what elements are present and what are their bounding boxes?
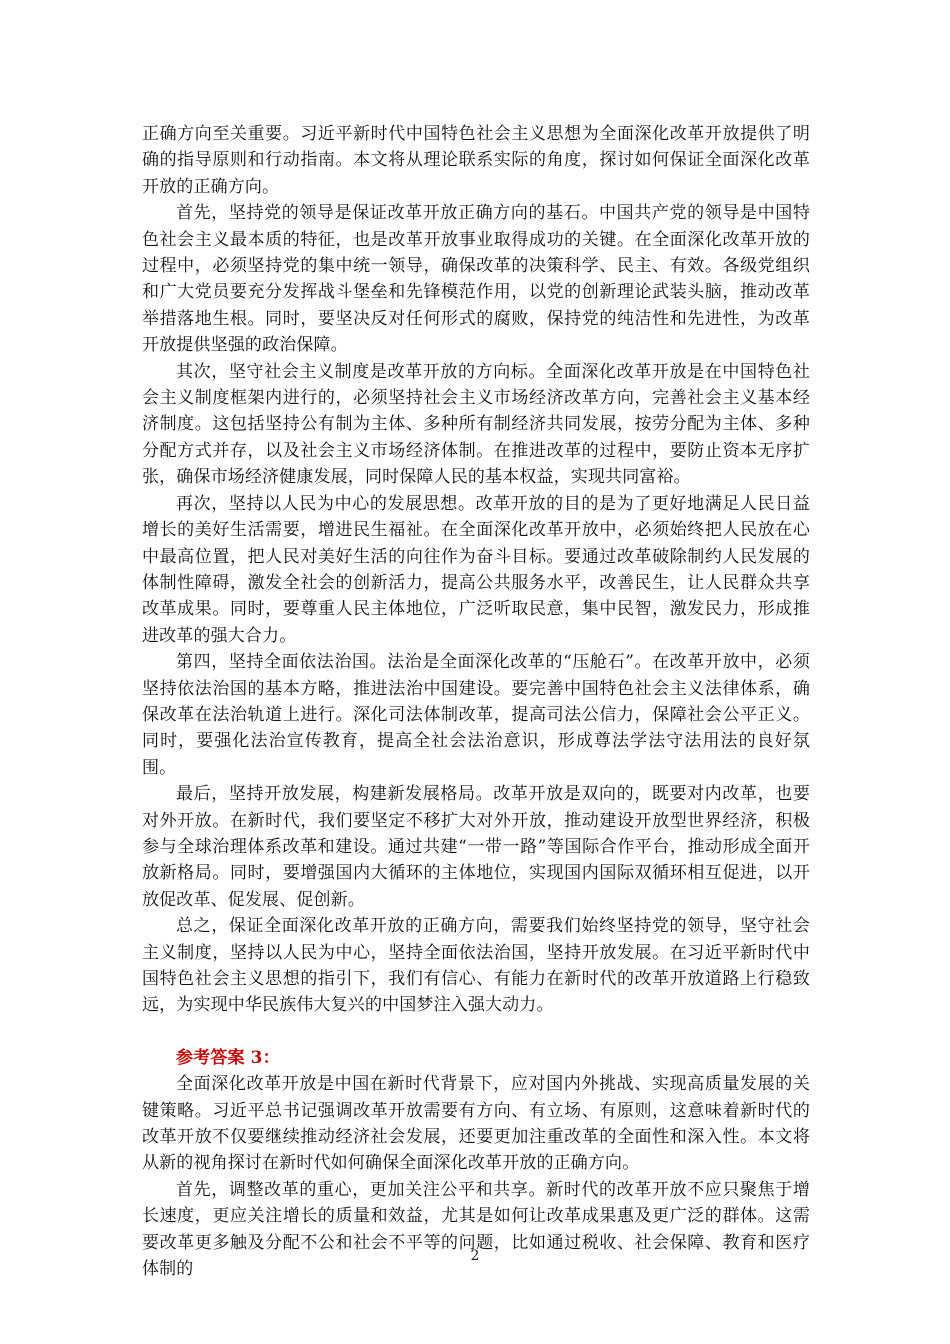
paragraph-conclusion: 总之，保证全面深化改革开放的正确方向，需要我们始终坚持党的领导，坚守社会主义制度，坚持以人民为中心，坚持全面依法治国，坚持开放发展。在习近平新时代中国特色社会主义思想的指引下，我们有信心、有能力在新时代的改革开放道路上行稳致远，为实现中华民族伟大复兴的中国梦注入强大动力。: [142, 916, 810, 1016]
answer-heading: 参考答案 3：: [176, 1047, 280, 1068]
paragraph-fourth-point: 第四，坚持全面依法治国。法治是全面深化改革的“压舱石”。在改革开放中，必须坚持依法治国的基本方略，推进法治中国建设。要完善中国特色社会主义法律体系，确保改革在法治轨道上进行。深化司法体制改革，提高司法公信力，保障社会公平正义。同时，要强化法治宣传教育，提高全社会法治意识，形成尊法学法守法用法的良好氛围。: [142, 652, 810, 778]
paragraph-third-point: 再次，坚持以人民为中心的发展思想。改革开放的目的是为了更好地满足人民日益增长的美好生活需要，增进民生福祉。在全面深化改革开放中，必须始终把人民放在心中最高位置，把人民对美好生活的向往作为奋斗目标。要通过改革破除制约人民发展的体制性障碍，激发全社会的创新活力，提高公共服务水平，改善民生，让人民群众共享改革成果。同时，要尊重人民主体地位，广泛听取民意，集中民智，激发民力，形成推进改革的强大合力。: [142, 493, 810, 646]
paragraph-intro: 正确方向至关重要。习近平新时代中国特色社会主义思想为全面深化改革开放提供了明确的指导原则和行动指南。本文将从理论联系实际的角度，探讨如何保证全面深化改革开放的正确方向。: [142, 124, 810, 197]
paragraph-second-point: 其次，坚守社会主义制度是改革开放的方向标。全面深化改革开放是在中国特色社会主义制度框架内进行的，必须坚持社会主义市场经济改革方向，完善社会主义基本经济制度。这包括坚持公有制为主体、多种所有制经济共同发展，按劳分配为主体、多种分配方式并存，以及社会主义市场经济体制。在推进改革的过程中，要防止资本无序扩张，确保市场经济健康发展，同时保障人民的基本权益，实现共同富裕。: [142, 361, 810, 488]
page-number: 2: [470, 1248, 480, 1264]
paragraph-last-point: 最后，坚持开放发展，构建新发展格局。改革开放是双向的，既要对内改革，也要对外开放。在新时代，我们要坚定不移扩大对外开放，推动建设开放型世界经济，积极参与全球治理体系改革和建设。通过共建“一带一路”等国际合作平台，推动形成全面开放新格局。同时，要增强国内大循环的主体地位，实现国内国际双循环相互促进，以开放促改革、促发展、促创新。: [142, 784, 810, 910]
answer-paragraph-first-point: 首先，调整改革的重心，更加关注公平和共享。新时代的改革开放不应只聚焦于增长速度，更应关注增长的质量和效益，尤其是如何让改革成果惠及更广泛的群体。这需要改革更多触及分配不公和社会不平等的问题，比如通过税收、社会保障、教育和医疗体制的: [142, 1179, 810, 1280]
document-body: [142, 121, 810, 1282]
answer-paragraph-intro: 全面深化改革开放是中国在新时代背景下，应对国内外挑战、实现高质量发展的关键策略。习近平总书记强调改革开放需要有方向、有立场、有原则，这意味着新时代的改革开放不仅要继续推动经济社会发展，还要更加注重改革的全面性和深入性。本文将从新的视角探讨在新时代如何确保全面深化改革开放的正确方向。: [142, 1074, 810, 1174]
paragraph-first-point: 首先，坚持党的领导是保证改革开放正确方向的基石。中国共产党的领导是中国特色社会主义最本质的特征，也是改革开放事业取得成功的关键。在全面深化改革开放的过程中，必须坚持党的集中统一领导，确保改革的决策科学、民主、有效。各级党组织和广大党员要充分发挥战斗堡垒和先锋模范作用，以党的创新理论武装头脑，推动改革举措落地生根。同时，要坚决反对任何形式的腐败，保持党的纯洁性和先进性，为改革开放提供坚强的政治保障。: [142, 203, 810, 356]
